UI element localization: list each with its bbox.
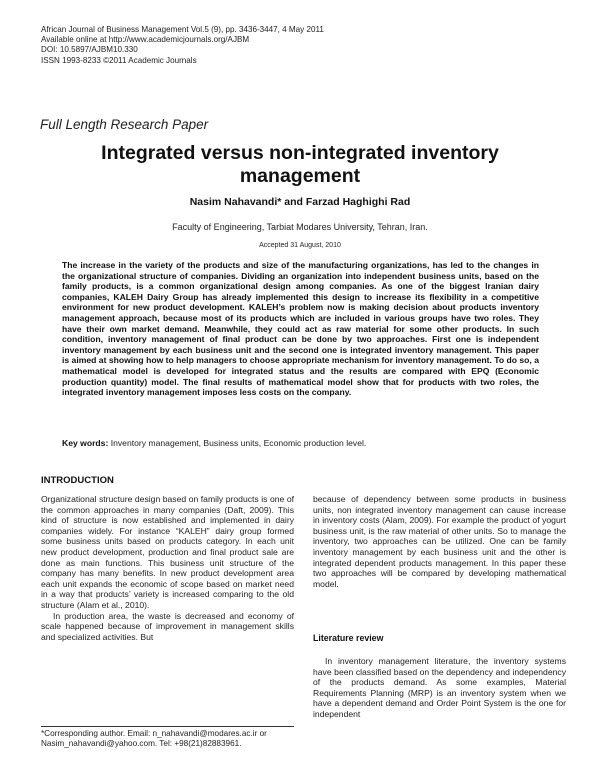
header-issn: ISSN 1993-8233 ©2011 Academic Journals	[41, 55, 197, 65]
header-doi: DOI: 10.5897/AJBM10.330	[41, 45, 138, 55]
section-heading-introduction: INTRODUCTION	[41, 475, 114, 486]
right-column-bottom	[313, 656, 566, 720]
accepted-date: Accepted 31 August, 2010	[259, 242, 341, 249]
header-availability: Available online at http://www.academicjournals.org/AJBM	[41, 35, 250, 45]
right-column-top	[313, 494, 566, 589]
subheading-literature-review: Literature review	[313, 633, 384, 643]
title-line-1: Integrated versus non-integrated inventory	[101, 142, 499, 164]
paper-title	[0, 142, 600, 188]
right-paragraph-1: because of dependency between some products in business units, non integrated inventory management can cause increase in inventory costs (Alam, 2009). For example the product of yogurt business unit, is the raw material of other units. So to manage the inventory, two approaches can be utilized. One can be family inventory management by each business unit and the other is integrated dependent products management. In this paper these two approaches will be compared by developing mathematical model.	[313, 494, 566, 589]
affiliation: Faculty of Engineering, Tarbiat Modares University, Tehran, Iran.	[172, 222, 428, 232]
journal-header	[41, 25, 324, 66]
keywords	[62, 438, 542, 448]
paper-type: Full Length Research Paper	[40, 117, 209, 132]
footnote-divider	[41, 726, 294, 727]
literature-paragraph-1: In inventory management literature, the inventory systems have been classified based on the dependency and independency of the products demand. As some examples, Material Requirements Planning (MRP) is an inventory system when we have a dependent demand and Order Point System is the one for independent	[313, 656, 566, 719]
keywords-text: Inventory management, Business units, Economic production level.	[108, 438, 367, 448]
intro-paragraph-1: Organizational structure design based on family products is one of the common approaches in many companies (Daft, 2009). This kind of structure is now established and implemented in dairy companies widely. For instance “KALEH” dairy group formed some business units based on products category. In each unit new product development, production and final product sale are done as main functions. This business unit structure of the company has many benefits. In new product development area each unit expands the economic of scope based on market need in a way that products’ variety is increased comparing to the old structure (Alam et al., 2010).	[41, 494, 294, 610]
footnote: *Corresponding author. Email: n_nahavandi@modares.ac.ir or Nasim_nahavandi@yahoo.com. Tel: +98(21)82883961.	[41, 729, 267, 749]
left-column	[41, 494, 294, 642]
intro-paragraph-2: In production area, the waste is decreased and economy of scale happened because of improvement in management skills and specialized activities. But	[41, 610, 294, 642]
header-citation: African Journal of Business Management Vol.5 (9), pp. 3436-3447, 4 May 2011	[41, 25, 324, 34]
authors: Nasim Nahavandi* and Farzad Haghighi Rad	[189, 196, 411, 208]
abstract: The increase in the variety of the products and size of the manufacturing organizations, has led to the changes in the organizational structure of companies. Dividing an organization into independent business units, based on the family products, is a common organizational design among companies. As one of the biggest Iranian dairy companies, KALEH Dairy Group has already implemented this design to increase its flexibility in a competitive environment for new product development. KALEH’s problem now is making decision about products inventory management approach, because most of its products which are included in various groups have two roles. They have their own market demand. Meanwhile, they could act as raw material for some other products. In such condition, inventory management of final product can be done by two approaches. First one is independent inventory management by each business unit and the second one is integrated inventory management. This paper is aimed at showing how to help managers to choose appropriate mechanism for inventory management. To do so, a mathematical model is developed for integrated status and the results are compared with EPQ (Economic production quantity) model. The final results of mathematical model show that for products with two roles, the integrated inventory management imposes less costs on the company.	[62, 260, 539, 398]
title-line-2: management	[239, 165, 361, 187]
keywords-label: Key words:	[62, 438, 109, 448]
